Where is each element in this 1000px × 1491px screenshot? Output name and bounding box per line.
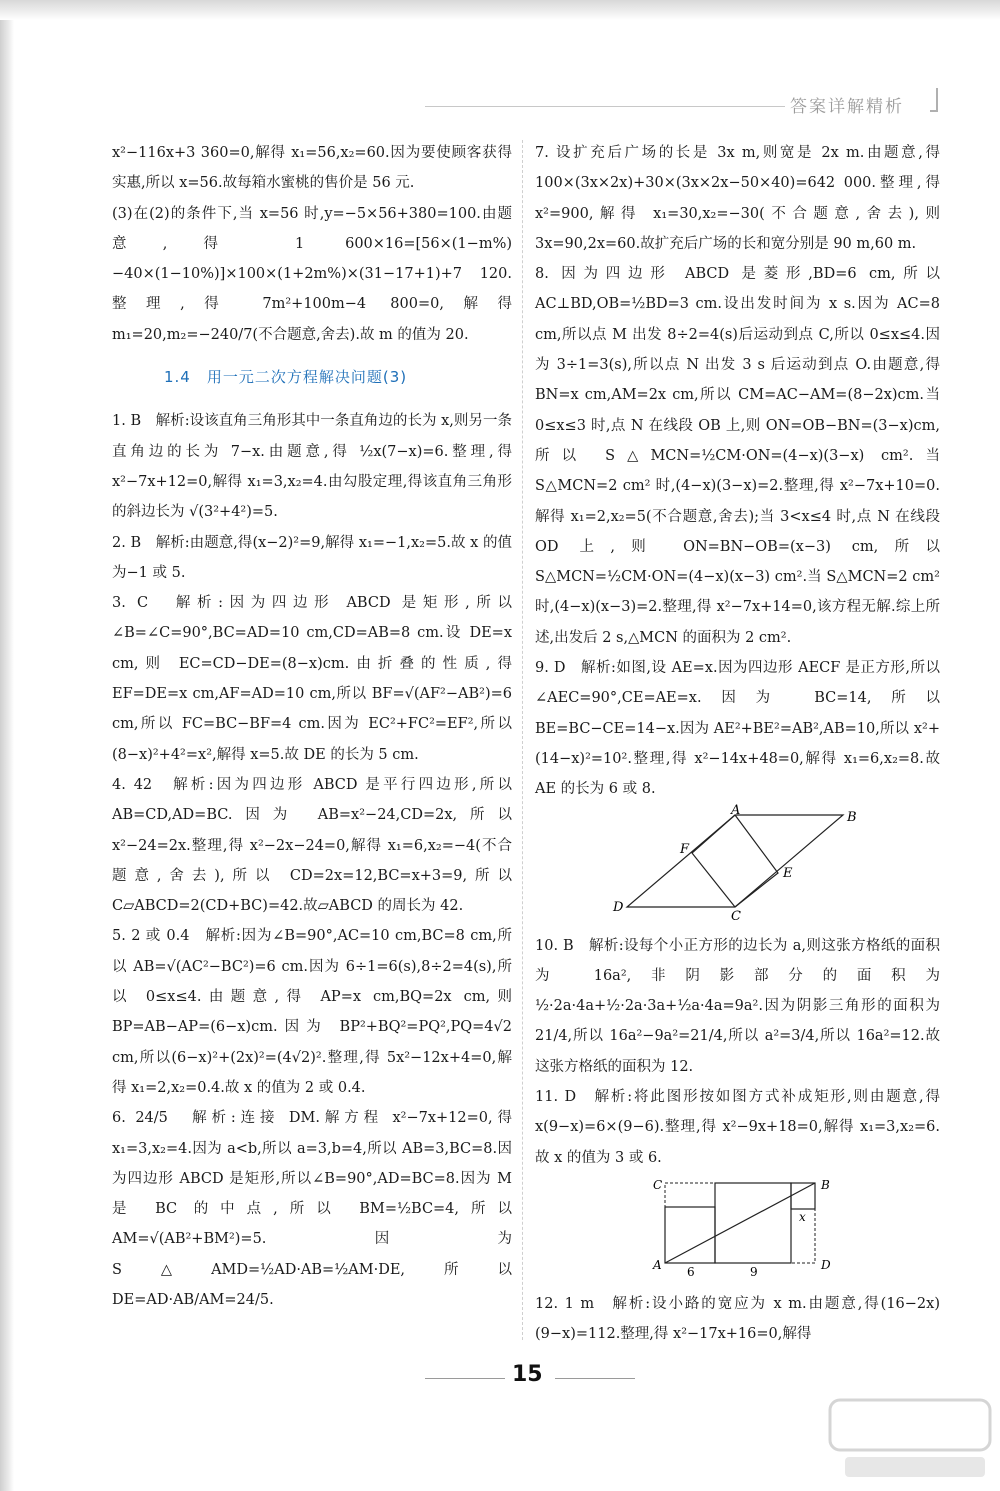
watermark-logo [825, 1395, 995, 1485]
figure-label: C [653, 1177, 663, 1192]
answer-item: 7. 设扩充后广场的长是 3x m,则宽是 2x m.由题意,得 100×(3x×2x)+30×(3x×2x−50×40)=642 000.整理,得 x²=900,解得 x₁=30,x₂=−30(不合题意,舍去),则 3x=90,2x=60.故扩充后广场的长和宽分别是 90 m,60 m. [535, 145, 940, 252]
figure-label: x [799, 1209, 806, 1224]
answer-item: 8. 因为四边形 ABCD 是菱形,BD=6 cm,所以 AC⊥BD,OB=½BD=3 cm.设出发时间为 x s.因为 AC=8 cm,所以点 M 出发 8÷2=4(s)后运动到点 C,所以 0≤x≤4.因为 3÷1=3(s),所以点 N 出发 3 s 后运动到点 O.由题意,得 BN=x cm,AM=2x cm,所以 CM=AC−AM=(8−2x)cm.当 0≤x≤3 时,点 N 在线段 OB 上,则 ON=OB−BN=(3−x)cm,所以 S△MCN=½CM·ON=(4−x)(3−x) cm².当 S△MCN=2 cm² 时,(4−x)(3−x)=2.整理,得 x²−7x+10=0.解得 x₁=2,x₂=5(不合题意,舍去);当 3<x≤4 时,点 N 在线段 OD 上,则 ON=BN−OB=(x−3) cm,所以 S△MCN=½CM·ON=(4−x)(x−3) cm².当 S△MCN=2 cm² 时,(4−x)(x−3)=2.整理,得 x²−7x+14=0,该方程无解.综上所述,出发后 2 s,△MCN 的面积为 2 cm². [535, 266, 940, 646]
page-number: 15 [512, 1362, 543, 1387]
figure-label: B [847, 809, 857, 825]
right-column [535, 138, 940, 1350]
column-divider [522, 140, 524, 1340]
answer-item: 9. D 解析:如图,设 AE=x.因为四边形 AECF 是正方形,所以∠AEC=90°,CE=AE=x.因为 BC=14,所以 BE=BC−CE=14−x.因为 AE²+BE²=AB²,AB=10,所以 x²+(14−x)²=10².整理,得 x²−14x+48=0,解得 x₁=6,x₂=8.故 AE 的长为 6 或 8. [535, 660, 940, 798]
answer-item: 6. 24/5 解析:连接 DM.解方程 x²−7x+12=0,得 x₁=3,x₂=4.因为 a<b,所以 a=3,b=4,所以 AB=3,BC=8.因为四边形 ABCD 是矩形,所以∠B=90°,AD=BC=8.因为 M 是 BC 的中点,所以 BM=½BC=4,所以 AM=√(AB²+BM²)=5.因为 S△AMD=½AD·AB=½AM·DE,所以 DE=AD·AB/AM=24/5. [112, 1110, 512, 1308]
header-title: 答案详解精析 [790, 97, 904, 117]
figure-label: 9 [750, 1264, 758, 1279]
answer-item: 3. C 解析:因为四边形 ABCD 是矩形,所以∠B=∠C=90°,BC=AD=10 cm,CD=AB=8 cm.设 DE=x cm,则 EC=CD−DE=(8−x)cm.由折叠的性质,得 EF=DE=x cm,AF=AD=10 cm,所以 BF=√(AF²−AB²)=6 cm,所以 FC=BC−BF=4 cm.因为 EC²+FC²=EF²,所以(8−x)²+4²=x²,解得 x=5.故 DE 的长为 5 cm. [112, 595, 512, 763]
figure-label: D [613, 899, 624, 915]
answer-item: 10. B 解析:设每个小正方形的边长为 a,则这张方格纸的面积为 16a²,非阴影部分的面积为 ½·2a·4a+½·2a·3a+½a·4a=9a².因为阴影三角形的面积为 21/4,所以 16a²−9a²=21/4,所以 a²=3/4,所以 16a²=12.故这张方格纸的面积为 12. [535, 937, 940, 1075]
parallelogram-figure [585, 802, 885, 924]
answer-item: 12. 1 m 解析:设小路的宽应为 x m.由题意,得(16−2x)(9−x)=112.整理,得 x²−17x+16=0,解得 [535, 1295, 940, 1343]
scan-edge-top [0, 0, 1000, 20]
answer-item: 11. D 解析:将此图形按如图方式补成矩形,则由题意,得 x(9−x)=6×(9−6).整理,得 x²−9x+18=0,解得 x₁=3,x₂=6.故 x 的值为 3 或 6. [535, 1089, 940, 1166]
figure-label: F [680, 841, 690, 857]
header-rule [425, 106, 785, 107]
figure-label: E [783, 865, 793, 881]
section-title: 1.4 用一元二次方程解决问题(3) [164, 368, 408, 387]
answer-item: 1. B 解析:设该直角三角形其中一条直角边的长为 x,则另一条直角边的长为 7−x.由题意,得 ½x(7−x)=6.整理,得 x²−7x+12=0,解得 x₁=3,x₂=4.由勾股定理,得该直角三角形的斜边长为 √(3²+4²)=5. [112, 413, 512, 521]
footer-rule [425, 1378, 505, 1379]
answer-item: 4. 42 解析:因为四边形 ABCD 是平行四边形,所以 AB=CD,AD=BC.因为 AB=x²−24,CD=2x,所以 x²−24=2x.整理,得 x²−2x−24=0,解得 x₁=6,x₂=−4(不合题意,舍去),所以 CD=2x=12,BC=x+3=9,所以 C▱ABCD=2(CD+BC)=42.故▱ABCD 的周长为 42. [112, 776, 512, 915]
figure-label: 6 [687, 1264, 695, 1279]
figure-label: C [731, 908, 741, 924]
left-column [112, 138, 512, 1315]
footer-rule [555, 1378, 635, 1379]
answer-item: 5. 2 或 0.4 解析:因为∠B=90°,AC=10 cm,BC=8 cm,所以 AB=√(AC²−BC²)=6 cm.因为 6÷1=6(s),8÷2=4(s),所以 0≤x≤4.由题意,得 AP=x cm,BQ=2x cm,则 BP=AB−AP=(6−x)cm.因为 BP²+BQ²=PQ²,PQ=4√2 cm,所以(6−x)²+(2x)²=(4√2)².整理,得 5x²−12x+4=0,解得 x₁=2,x₂=0.4.故 x 的值为 2 或 0.4. [112, 928, 512, 1096]
answer-item: 2. B 解析:由题意,得(x−2)²=9,解得 x₁=−1,x₂=5.故 x 的值为−1 或 5. [112, 534, 512, 581]
paragraph: x²−116x+3 360=0,解得 x₁=56,x₂=60.因为要使顾客获得实惠,所以 x=56.故每箱水蜜桃的售价是 56 元. [112, 145, 512, 192]
figure-label: B [821, 1177, 830, 1192]
figure-label: A [653, 1257, 662, 1272]
figure-label: A [731, 802, 741, 818]
figure-label: D [821, 1257, 831, 1272]
scan-edge [0, 0, 14, 1491]
paragraph: (3)在(2)的条件下,当 x=56 时,y=−5×56+380=100.由题意,得 1 600×16=[56×(1−m%)−40×(1−10%)]×100×(1+2m%)×(31−17+1)+7 120.整理,得 7m²+100m−4 800=0,解得 m₁=20,m₂=−240/7(不合题意,舍去).故 m 的值为 20. [112, 205, 512, 343]
header-bracket [930, 88, 938, 112]
rectangle-figure [635, 1179, 855, 1279]
